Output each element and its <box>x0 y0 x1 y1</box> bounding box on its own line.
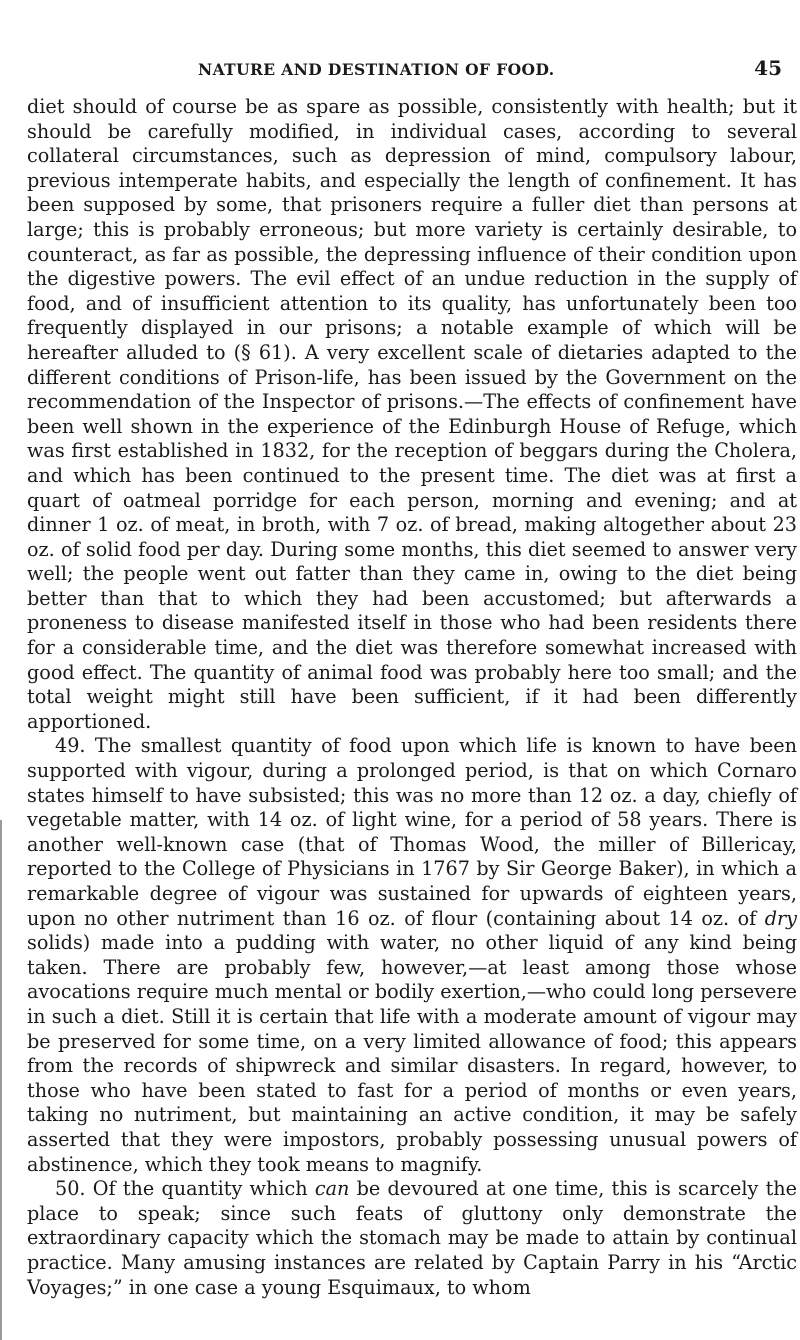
paragraph-49-smallest-quantity <box>27 734 797 1177</box>
italic-word: can <box>314 1177 350 1201</box>
page-number: 45 <box>754 56 782 80</box>
running-head <box>0 56 800 82</box>
paragraph-text: 50. Of the quantity which <box>55 1177 315 1201</box>
paragraph-text: solids) made into a pudding with water, no other liquid of any kind being taken. There are probably few, however,—at least among those whose avocations require much mental or bodily exertion,—who could long persevere in such a diet. Still it is certain that life with a moderate amount of vigour may be preserved for some time, on a very limited allowance of food; this appears from the records of shipwreck and similar disasters. In regard, however, to those who have been stated to fast for a period of months or even years, taking no nutriment, but maintaining an active condition, it may be safely asserted that they were impostors, probably possessing unusual powers of abstinence, which they took means to magnify. <box>27 931 797 1176</box>
paragraph-prison-diet: diet should of course be as spare as possible, consistently with health; but it should be carefully modified, in individual cases, according to several collateral circumstances, such as depression of mind, compulsory labour, previous intemperate habits, and especially the length of confinement. It has been supposed by some, that prisoners require a fuller diet than persons at large; this is probably erroneous; but more variety is certainly desirable, to counteract, as far as possible, the depressing influence of their condition upon the digestive powers. The evil effect of an undue reduction in the supply of food, and of insufficient attention to its quality, has unfortunately been too frequently displayed in our prisons; a notable example of which will be hereafter alluded to (§ 61). A very excellent scale of dietaries adapted to the different conditions of Prison-life, has been issued by the Government on the recommendation of the Inspector of prisons.—The effects of confinement have been well shown in the experience of the Edinburgh House of Refuge, which was first established in 1832, for the reception of beggars during the Cholera, and which has been continued to the present time. The diet was at first a quart of oatmeal porridge for each person, morning and evening; and at dinner 1 oz. of meat, in broth, with 7 oz. of bread, making altogether about 23 oz. of solid food per day. During some months, this diet seemed to answer very well; the people went out fatter than they came in, owing to the diet being better than that to which they had been accustomed; but afterwards a proneness to disease manifested itself in those who had been residents there for a considerable time, and the diet was therefore somewhat increased with good effect. The quantity of animal food was probably here too small; and the total weight might still have been sufficient, if it had been differently apportioned. <box>27 95 797 733</box>
body-text <box>27 95 797 1300</box>
scan-gutter-shadow <box>0 820 2 1340</box>
paragraph-50-quantity-devoured <box>27 1177 797 1300</box>
italic-word: dry <box>764 906 797 930</box>
paragraph-text: 49. The smallest quantity of food upon which life is known to have been supported with vigour, during a prolonged period, is that on which Cornaro states himself to have subsisted; this was no more than 12 oz. a day, chiefly of vegetable matter, with 14 oz. of light wine, for a period of 58 years. There is another well-known case (that of Thomas Wood, the miller of Billericay, reported to the College of Physicians in 1767 by Sir George Baker), in which a remarkable degree of vigour was sustained for upwards of eighteen years, upon no other nutriment than 16 oz. of flour (containing about 14 oz. of <box>27 734 797 930</box>
running-title: NATURE AND DESTINATION OF FOOD. <box>198 60 555 79</box>
paragraph-text: be devoured at one time, this is scarcely the place to speak; since such feats of gluttony only demonstrate the extraordinary capacity which the stomach may be made to attain by continual practice. Many amusing instances are related by Captain Parry in his “Arctic Voyages;” in one case a young Esquimaux, to whom <box>27 1177 797 1299</box>
